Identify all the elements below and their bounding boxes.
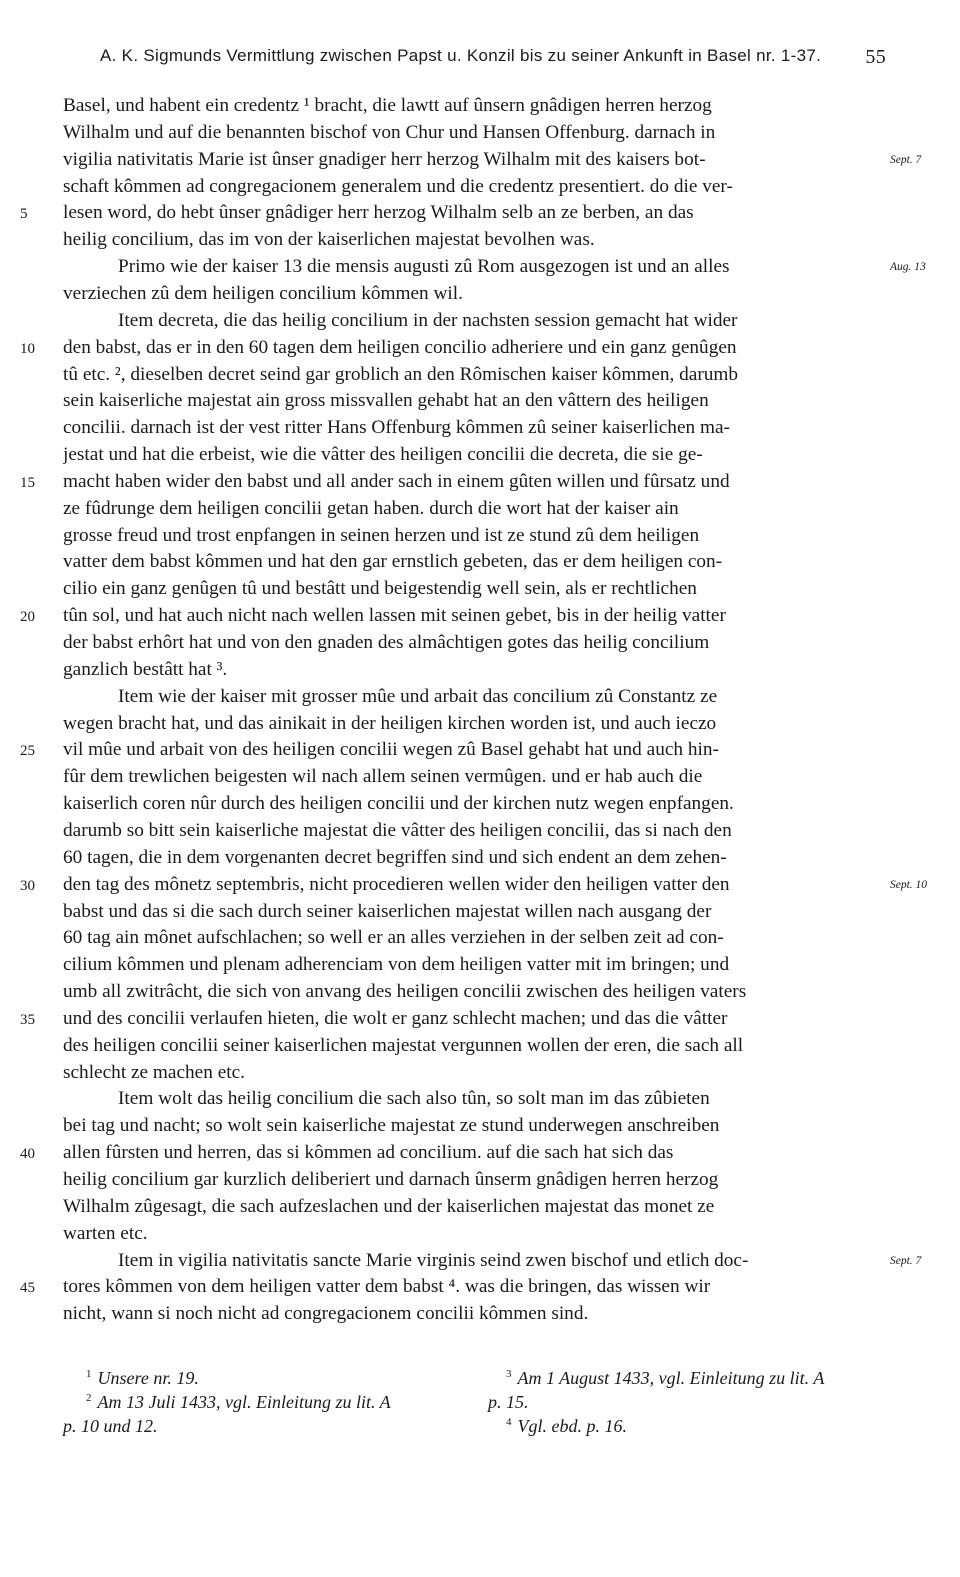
text-line: allen fûrsten und herren, das si kômmen ad concilium. auf die sach hat sich das: [63, 1142, 674, 1163]
text-line: Item decreta, die das heilig concilium in der nachsten session gemacht hat wider: [118, 310, 738, 331]
line-number: 45: [20, 1280, 35, 1296]
text-line: verziechen zû dem heiligen concilium kômmen wil.: [63, 283, 463, 304]
text-line: heilig concilium, das im von der kaiserlichen majestat bevolhen was.: [63, 229, 595, 250]
footnote-marker: 4: [506, 1416, 512, 1428]
text-line: warten etc.: [63, 1223, 148, 1244]
text-line: Wilhalm und auf die benannten bischof von Chur und Hansen Offenburg. darnach in: [63, 122, 716, 143]
text-line: ganzlich bestâtt hat ³.: [63, 659, 228, 680]
text-line: 60 tagen, die in dem vorgenanten decret begriffen sind und sich endent an dem zehen-: [63, 847, 727, 868]
footnote-text: Unsere nr. 19.: [97, 1368, 199, 1388]
footnote-2: [86, 1391, 391, 1413]
text-line: kaiserlich coren nûr durch des heiligen concilii und der kirchen nutz wegen enpfangen.: [63, 793, 734, 814]
margin-date-note: Sept. 10: [890, 879, 928, 891]
text-line: ze fûdrunge dem heiligen concilii getan haben. durch die wort hat der kaiser ain: [63, 498, 679, 519]
line-number: 10: [20, 341, 35, 357]
line-number: 40: [20, 1146, 35, 1162]
footnote-3: [506, 1367, 824, 1389]
text-line: darumb so bitt sein kaiserliche majestat die vâtter des heiligen concilii, das si nach den: [63, 820, 732, 841]
text-line: tûn sol, und hat auch nicht nach wellen lassen mit seinen gebet, bis in der heilig vatter: [63, 605, 726, 626]
text-line: cilio ein ganz genûgen tû und bestâtt und beigestendig well sein, als er rechtlichen: [63, 578, 697, 599]
line-number: 20: [20, 609, 35, 625]
footnote-marker: 1: [86, 1368, 92, 1380]
line-number: 15: [20, 475, 35, 491]
text-line: Basel, und habent ein credentz ¹ bracht, die lawtt auf ûnsern gnâdigen herren herzog: [63, 95, 712, 116]
text-line: grosse freud und trost enpfangen in seinen herzen und ist ze stund zû dem heiligen: [63, 525, 700, 546]
text-line: Primo wie der kaiser 13 die mensis augusti zû Rom ausgezogen ist und an alles: [118, 256, 730, 277]
text-line: wegen bracht hat, und das ainikait in der heiligen kirchen worden ist, und auch ieczo: [63, 713, 717, 734]
text-line: jestat und hat die erbeist, wie die vâtter des heiligen concilii die decreta, die sie ge-: [63, 444, 703, 465]
text-line: babst und das si die sach durch seiner kaiserlichen majestat willen nach ausgang der: [63, 901, 712, 922]
text-line: tû etc. ², dieselben decret seind gar groblich an den Rômischen kaiser kômmen, darumb: [63, 364, 739, 385]
line-number: 30: [20, 878, 35, 894]
line-number: 5: [20, 206, 28, 222]
text-line: den babst, das er in den 60 tagen dem heiligen concilio adheriere und ein ganz genûgen: [63, 337, 737, 358]
footnote-4: [506, 1415, 627, 1437]
text-line: 60 tag ain mônet aufschlachen; so well er an alles verziehen in der selben zeit ad con-: [63, 927, 724, 948]
text-line: vil mûe und arbait von des heiligen concilii wegen zû Basel gehabt hat und auch hin-: [63, 739, 719, 760]
footnote-text: Vgl. ebd. p. 16.: [517, 1416, 627, 1436]
text-line: der babst erhôrt hat und von den gnaden des almâchtigen gotes das heilig concilium: [63, 632, 710, 653]
running-title: A. K. Sigmunds Vermittlung zwischen Papst u. Konzil bis zu seiner Ankunft in Basel nr. 1-37.: [100, 46, 822, 65]
margin-date-note: Aug. 13: [890, 261, 926, 273]
text-line: den tag des mônetz septembris, nicht procedieren wellen wider den heiligen vatter den: [63, 874, 730, 895]
footnote-2-continued: p. 10 und 12.: [63, 1416, 158, 1436]
text-line: vatter dem babst kômmen und hat den gar ernstlich gebeten, das er dem heiligen con-: [63, 551, 723, 572]
text-line: sein kaiserliche majestat ain gross missvallen gehabt hat an den vâttern des heiligen: [63, 390, 709, 411]
text-line: heilig concilium gar kurzlich deliberiert und darnach ûnserm gnâdigen herren herzog: [63, 1169, 719, 1190]
margin-date-note: Sept. 7: [890, 1255, 922, 1267]
text-line: Wilhalm zûgesagt, die sach aufzeslachen und der kaiserlichen majestat das monet ze: [63, 1196, 715, 1217]
footnote-1: [86, 1367, 199, 1389]
text-line: Item in vigilia nativitatis sancte Marie virginis seind zwen bischof und etlich doc-: [118, 1250, 749, 1271]
text-line: macht haben wider den babst und all ander sach in einem gûten willen und fûrsatz und: [63, 471, 730, 492]
footnote-text: Am 1 August 1433, vgl. Einleitung zu lit. A: [517, 1368, 825, 1388]
text-line: lesen word, do hebt ûnser gnâdiger herr herzog Wilhalm selb an ze berben, an das: [63, 202, 694, 223]
text-line: nicht, wann si noch nicht ad congregacionem concilii kômmen sind.: [63, 1303, 589, 1324]
text-line: fûr dem trewlichen beigesten wil nach allem seinen vermûgen. und er hab auch die: [63, 766, 703, 787]
footnote-text: Am 13 Juli 1433, vgl. Einleitung zu lit. A: [97, 1392, 391, 1412]
text-line: concilii. darnach ist der vest ritter Hans Offenburg kômmen zû seiner kaiserlichen ma-: [63, 417, 730, 438]
text-line: umb all zwitrâcht, die sich von anvang des heiligen concilii zwischen des heiligen vaters: [63, 981, 747, 1002]
text-line: vigilia nativitatis Marie ist ûnser gnadiger herr herzog Wilhalm mit des kaisers bot-: [63, 149, 706, 170]
footnote-3-continued: p. 15.: [488, 1392, 529, 1412]
text-line: tores kômmen von dem heiligen vatter dem babst ⁴. was die bringen, das wissen wir: [63, 1276, 711, 1297]
margin-date-note: Sept. 7: [890, 154, 922, 166]
text-line: des heiligen concilii seiner kaiserlichen majestat vergunnen wollen der eren, die sach all: [63, 1035, 744, 1056]
page-header: [100, 46, 886, 72]
text-line: schaft kômmen ad congregacionem generalem und die credentz presentiert. do die ver-: [63, 176, 733, 197]
line-number: 35: [20, 1012, 35, 1028]
footnote-marker: 2: [86, 1392, 92, 1404]
text-line: cilium kômmen und plenam adherenciam von dem heiligen vatter mit im bringen; und: [63, 954, 730, 975]
text-line: und des concilii verlaufen hieten, die wolt er ganz schlecht machen; und das die vâtter: [63, 1008, 728, 1029]
page-number: 55: [865, 46, 886, 68]
line-number: 25: [20, 743, 35, 759]
text-line: bei tag und nacht; so wolt sein kaiserliche majestat ze stund underwegen anschreiben: [63, 1115, 720, 1136]
text-line: Item wolt das heilig concilium die sach also tûn, so solt man im das zûbieten: [118, 1088, 710, 1109]
text-line: Item wie der kaiser mit grosser mûe und arbait das concilium zû Constantz ze: [118, 686, 718, 707]
text-line: schlecht ze machen etc.: [63, 1062, 245, 1083]
footnote-marker: 3: [506, 1368, 512, 1380]
